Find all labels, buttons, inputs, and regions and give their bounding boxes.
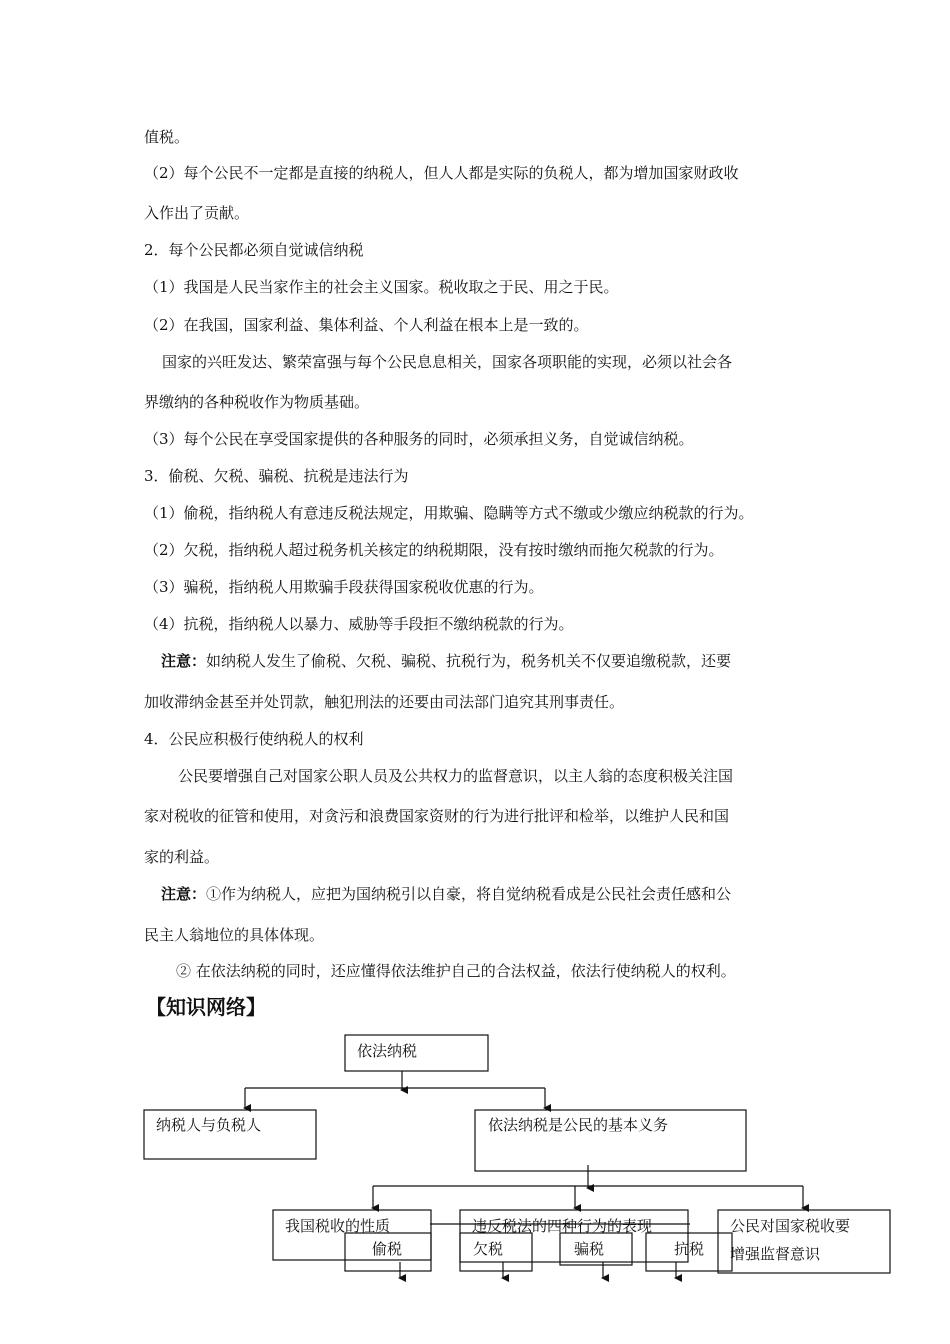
child-label-3: 公民对国家税收要 [730,1217,851,1235]
paragraph-line: 家的利益。 [144,848,220,866]
root-label: 依法纳税 [357,1042,418,1060]
note-label: 注意： [161,885,207,903]
paragraph-line: 国家的兴旺发达、繁荣富强与每个公民息息相关，国家各项职能的实现，必须以社会各 [162,353,733,371]
paragraph-line: 值税。 [144,128,190,146]
paragraph-line: （1）偷税，指纳税人有意违反税法规定，用欺骗、隐瞒等方式不缴或少缴应纳税款的行为。 [144,504,754,522]
note-text: ①作为纳税人，应把为国纳税引以自豪，将自觉纳税看成是公民社会责任感和公 [206,885,732,903]
left-label: 纳税人与负税人 [156,1116,262,1134]
paragraph-line: 民主人翁地位的具体体现。 [144,926,325,944]
note-label: 注意： [161,652,207,670]
paragraph-line: （3）每个公民在享受国家提供的各种服务的同时，必须承担义务，自觉诚信纳税。 [144,430,694,448]
paragraph-line: 入作出了贡献。 [144,204,250,222]
act-label: 抗税 [674,1240,705,1258]
heading-4: 4．公民应积极行使纳税人的权利 [144,730,364,748]
heading-2: 2．每个公民都必须自觉诚信纳税 [144,241,364,259]
act-label: 偷税 [372,1240,403,1258]
child-label-2: 违反税法的四种行为的表现 [472,1217,653,1235]
paragraph-line: （2）每个公民不一定都是直接的纳税人，但人人都是实际的负税人，都为增加国家财政收 [144,164,739,182]
knowledge-network-heading: 【知识网络】 [146,995,266,1019]
paragraph-line: （2）欠税，指纳税人超过税务机关核定的纳税期限，没有按时缴纳而拖欠税款的行为。 [144,541,724,559]
paragraph-line: 公民要增强自己对国家公职人员及公共权力的监督意识，以主人翁的态度积极关注国 [178,767,734,785]
note-text: 如纳税人发生了偷税、欠税、骗税、抗税行为，税务机关不仅要追缴税款，还要 [206,652,732,670]
act-label: 欠税 [473,1240,504,1258]
child-label-1: 我国税收的性质 [285,1217,391,1235]
paragraph-line: 加收滞纳金甚至并处罚款，触犯刑法的还要由司法部门追究其刑事责任。 [144,693,625,711]
right-label: 依法纳税是公民的基本义务 [488,1116,669,1134]
paragraph-line: （1）我国是人民当家作主的社会主义国家。税收取之于民、用之于民。 [144,278,619,296]
paragraph-line: ② 在依法纳税的同时，还应懂得依法维护自己的合法权益，依法行使纳税人的权利。 [176,962,736,980]
paragraph-line: （4）抗税，指纳税人以暴力、威胁等手段拒不缴纳税款的行为。 [144,615,574,633]
paragraph-line: 界缴纳的各种税收作为物质基础。 [144,393,370,411]
heading-3: 3．偷税、欠税、骗税、抗税是违法行为 [144,467,409,485]
paragraph-line: 家对税收的征管和使用，对贪污和浪费国家资财的行为进行批评和检举，以维护人民和国 [144,807,730,825]
act-label: 骗税 [574,1240,605,1258]
paragraph-line: （3）骗税，指纳税人用欺骗手段获得国家税收优惠的行为。 [144,578,544,596]
child-label-3b: 增强监督意识 [730,1245,821,1263]
paragraph-line: （2）在我国，国家利益、集体利益、个人利益在根本上是一致的。 [144,316,589,334]
